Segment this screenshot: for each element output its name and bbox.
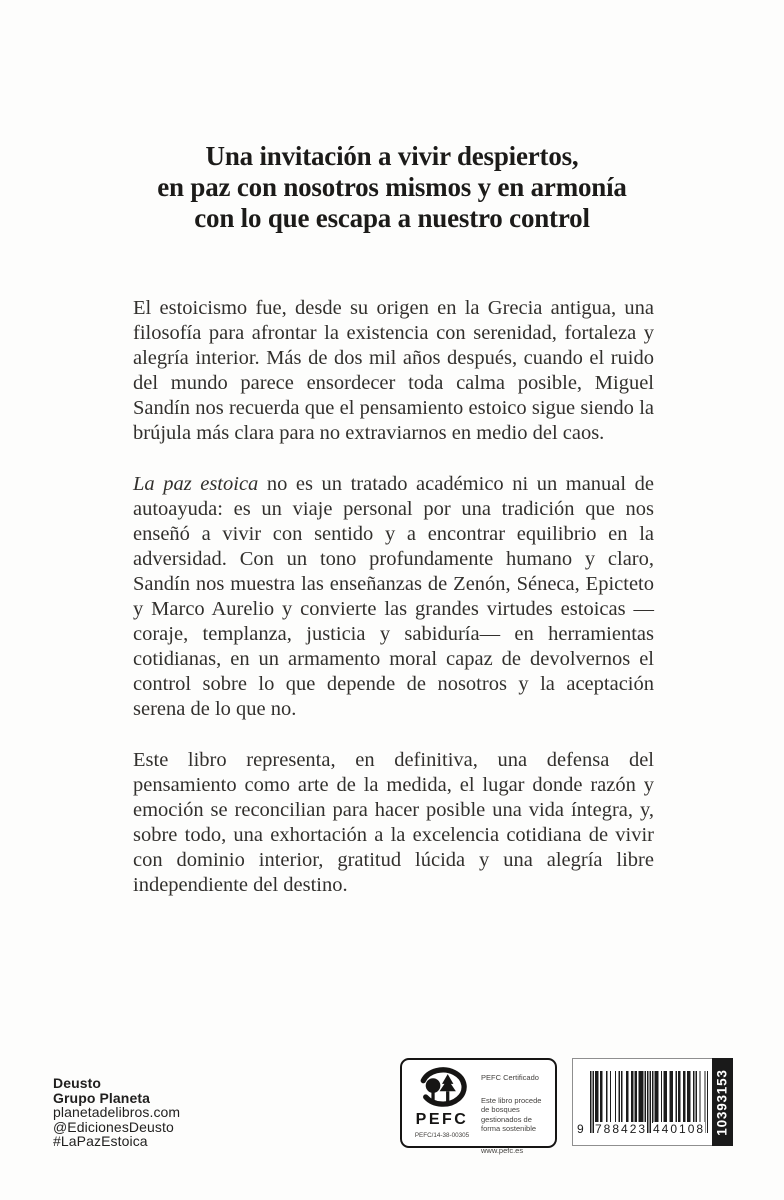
pefc-text-column — [472, 1066, 547, 1155]
pefc-trees-icon — [415, 1066, 469, 1110]
pefc-certification-label — [400, 1058, 557, 1155]
tagline — [0, 141, 784, 234]
book-title-italic: La paz estoica — [133, 473, 259, 495]
ean-left-digits: 788423 — [595, 1122, 648, 1136]
publisher-group: Grupo Planeta — [53, 1089, 150, 1106]
tagline-line-2: en paz con nosotros mismos y en armonía — [157, 172, 627, 202]
publisher-block — [53, 1076, 180, 1149]
pefc-claim-text: Este libro procede de bosques gestionados de forma sostenible — [481, 1095, 542, 1133]
pefc-certified-label: PEFC Certificado — [481, 1073, 539, 1082]
pefc-logo-lockup — [412, 1066, 472, 1140]
publisher-social-handle: @EdicionesDeusto — [53, 1118, 174, 1135]
synopsis-paragraph-3: Este libro representa, en definitiva, una defensa del pensamiento como arte de la medida, el lugar donde razón y emoción se reconcilian para hacer posible una vida íntegra, y, sobre todo, una exhortación a la excelencia cotidiana de vivir con dominio interior, gratitud lúcida y una alegría libre independiente del destino. — [133, 749, 654, 896]
pefc-url: www.pefc.es — [481, 1145, 524, 1155]
pefc-license-number: PEFC/14-38-00305 — [414, 1132, 470, 1139]
tagline-line-3: con lo que escapa a nuestro control — [194, 203, 590, 233]
synopsis-paragraph-2-text: no es un tratado académico ni un manual de autoayuda: es un viaje personal por una tradición que nos enseñó a vivir con sentido y a encontrar equilibrio en la adversidad. Con un tono profundamente humano y claro, Sandín nos muestra las enseñanzas de Zenón, Séneca, Epicteto y Marco Aurelio y convierte las grandes virtudes estoicas —coraje, templanza, justicia y sabiduría— en herramientas cotidianas, en un armamento moral capaz de devolvernos el control sobre lo que depende de nosotros y la aceptación serena de lo que no. — [133, 473, 654, 720]
tagline-line-1: Una invitación a vivir despiertos, — [205, 141, 579, 171]
ean-first-digit: 9 — [577, 1122, 584, 1136]
synopsis — [133, 296, 654, 898]
barcode-label — [572, 1058, 733, 1146]
synopsis-paragraph-2 — [133, 472, 654, 722]
internal-code-strip — [712, 1058, 733, 1146]
publisher-website: planetadelibros.com — [53, 1104, 181, 1120]
campaign-hashtag: #LaPazEstoica — [53, 1133, 148, 1149]
pefc-wordmark: PEFC — [415, 1111, 469, 1128]
synopsis-paragraph-1: El estoicismo fue, desde su origen en la Grecia antigua, una filosofía para afrontar la existencia con serenidad, fortaleza y alegría interior. Más de dos mil años después, cuando el ruido del mundo parece ensordecer toda calma posible, Miguel Sandín nos recuerda que el pensamiento estoico sigue siendo la brújula más clara para no extraviarnos en medio del caos. — [133, 297, 654, 444]
ean-right-digits: 440108 — [653, 1122, 706, 1136]
imprint-name: Deusto — [53, 1075, 102, 1091]
internal-code: 10393153 — [715, 1068, 730, 1136]
